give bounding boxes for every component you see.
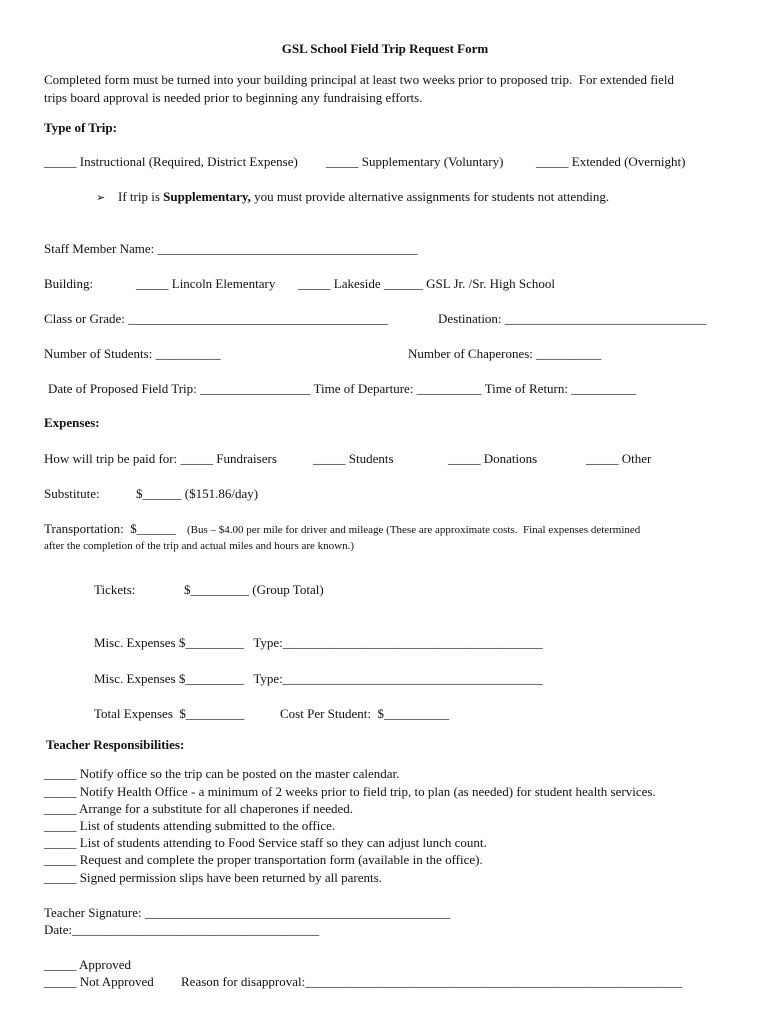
number-of-chaperones-field[interactable]: Number of Chaperones: __________ [408,346,602,361]
reason-for-disapproval-field[interactable]: Reason for disapproval:__________________________________________________________ [181,974,683,989]
form-title: GSL School Field Trip Request Form [281,41,489,56]
total-expenses-field[interactable]: Total Expenses $_________ [94,706,245,721]
cost-per-student-field[interactable]: Cost Per Student: $__________ [280,706,450,721]
responsibility-item[interactable]: _____ Arrange for a substitute for all chaperones if needed. [44,801,354,816]
responsibility-item[interactable]: _____ List of students attending submitted to the office. [44,818,336,833]
tickets-cost-field[interactable]: $_________ (Group Total) [184,582,324,597]
approved-option[interactable]: _____ Approved [44,957,132,972]
transportation-field[interactable]: Transportation: $______ [44,521,176,536]
trip-type-extended[interactable]: _____ Extended (Overnight) [536,154,686,169]
trip-type-supplementary[interactable]: _____ Supplementary (Voluntary) [326,154,504,169]
not-approved-option[interactable]: _____ Not Approved [44,974,154,989]
date-time-fields[interactable]: Date of Proposed Field Trip: _________________ Time of Departure: __________ Time of Return: __________ [48,381,637,396]
payment-students-option[interactable]: _____ Students [313,451,394,466]
transportation-note-line-2: after the completion of the trip and actual miles and hours are known.) [44,540,355,552]
payment-other-option[interactable]: _____ Other [586,451,652,466]
teacher-responsibilities-heading: Teacher Responsibilities: [46,737,185,752]
class-grade-field[interactable]: Class or Grade: ________________________________________ [44,311,389,326]
responsibility-item[interactable]: _____ Notify office so the trip can be posted on the master calendar. [44,766,400,781]
note-supplementary-emphasis: Supplementary, [163,189,251,204]
intro-text-line-1: Completed form must be turned into your building principal at least two weeks prior to proposed trip. For extended field [44,72,675,87]
staff-member-name-field[interactable]: Staff Member Name: ________________________________________ [44,241,418,256]
building-label: Building: [44,276,94,291]
expenses-heading: Expenses: [44,415,100,430]
misc-expenses-field-1[interactable]: Misc. Expenses $_________ Type:________________________________________ [94,635,543,650]
note-suffix: you must provide alternative assignments for students not attending. [250,189,610,204]
building-lincoln-option[interactable]: _____ Lincoln Elementary [136,276,276,291]
building-lakeside-gsl-options[interactable]: _____ Lakeside ______ GSL Jr. /Sr. High School [298,276,555,291]
transportation-note-line-1: (Bus – $4.00 per mile for driver and mileage (These are approximate costs. Final expenses determined [187,524,641,536]
note-prefix: If trip is [118,189,164,204]
number-of-students-field[interactable]: Number of Students: __________ [44,346,221,361]
tickets-label: Tickets: [94,582,136,597]
payment-donations-option[interactable]: _____ Donations [448,451,538,466]
arrow-bullet-icon: ➢ [96,191,106,204]
substitute-cost-field[interactable]: $______ ($151.86/day) [136,486,259,501]
responsibility-item[interactable]: _____ Notify Health Office - a minimum of 2 weeks prior to field trip, to plan (as needed) for student health services. [44,784,656,799]
responsibility-item[interactable]: _____ Signed permission slips have been returned by all parents. [44,870,382,885]
teacher-signature-field[interactable]: Teacher Signature: _______________________________________________ [44,905,451,920]
intro-text-line-2: trips board approval is needed prior to beginning any fundraising efforts. [44,90,423,105]
payment-fundraisers-option[interactable]: How will trip be paid for: _____ Fundraisers [44,451,277,466]
responsibility-item[interactable]: _____ List of students attending to Food Service staff so they can adjust lunch count. [44,835,487,850]
date-field[interactable]: Date:______________________________________ [44,922,320,937]
responsibility-item[interactable]: _____ Request and complete the proper transportation form (available in the office). [44,852,483,867]
supplementary-note [118,189,609,205]
misc-expenses-field-2[interactable]: Misc. Expenses $_________ Type:________________________________________ [94,671,543,686]
destination-field[interactable]: Destination: _______________________________ [438,311,707,326]
substitute-label: Substitute: [44,486,100,501]
type-of-trip-heading: Type of Trip: [44,120,117,135]
trip-type-instructional[interactable]: _____ Instructional (Required, District Expense) [44,154,298,169]
